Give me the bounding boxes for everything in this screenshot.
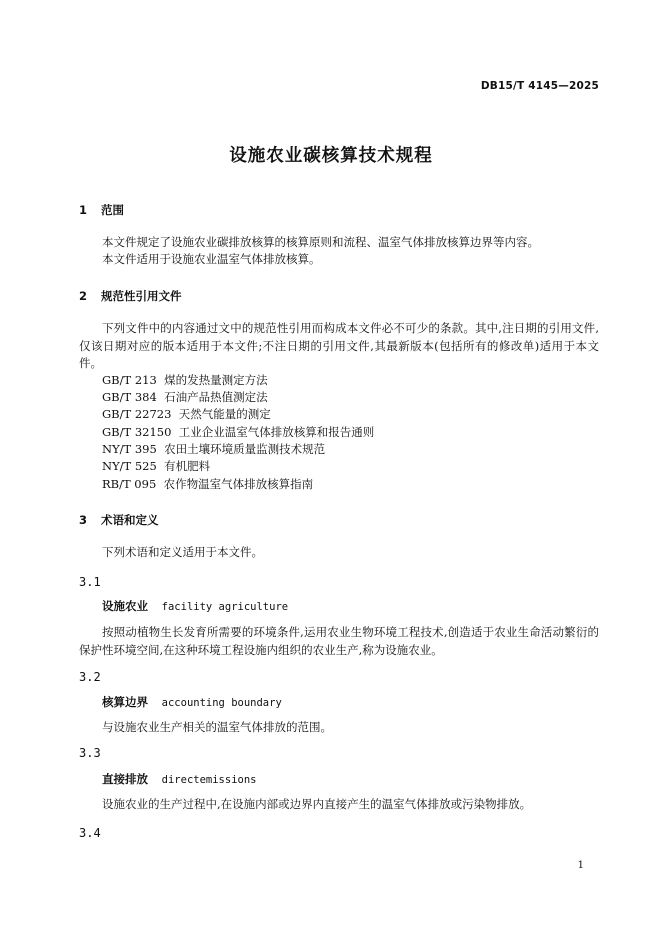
section-number: 1	[79, 203, 88, 217]
term-chinese: 核算边界	[102, 695, 148, 709]
section-2-paragraph-1: 下列文件中的内容通过文中的规范性引用而构成本文件必不可少的条款。其中,注日期的引用文件,仅该日期对应的版本适用于本文件;不注日期的引用文件,其最新版本(包括所有的修改单)适用于本文件。	[79, 321, 599, 370]
section-number: 3	[79, 513, 88, 527]
section-number: 2	[79, 289, 88, 303]
normative-reference: RB/T 095 农作物温室气体排放核算指南	[102, 477, 314, 491]
clause-number: 3.4	[79, 826, 101, 840]
section-title: 术语和定义	[101, 513, 159, 527]
document-title: 设施农业碳核算技术规程	[229, 146, 433, 166]
term-english: facility agriculture	[161, 601, 289, 613]
section-1-paragraph-2: 本文件适用于设施农业温室气体排放核算。	[102, 252, 321, 266]
term-definition: 与设施农业生产相关的温室气体排放的范围。	[102, 720, 332, 734]
section-1-heading	[79, 202, 124, 218]
term-entry	[102, 694, 282, 710]
section-title: 规范性引用文件	[101, 289, 182, 303]
term-entry	[102, 771, 256, 787]
normative-reference: GB/T 213 煤的发热量测定方法	[102, 373, 268, 387]
section-1-paragraph-1: 本文件规定了设施农业碳排放核算的核算原则和流程、温室气体排放核算边界等内容。	[102, 235, 539, 249]
normative-reference: GB/T 22723 天然气能量的测定	[102, 407, 271, 421]
clause-number: 3.1	[79, 575, 101, 589]
standard-code: DB15/T 4145—2025	[480, 80, 599, 92]
section-3-heading	[79, 512, 159, 528]
clause-number: 3.3	[79, 746, 101, 760]
clause-number: 3.2	[79, 670, 101, 684]
term-english: directemissions	[161, 774, 257, 786]
term-english: accounting boundary	[161, 697, 282, 709]
normative-reference: GB/T 384 石油产品热值测定法	[102, 390, 268, 404]
term-entry	[102, 598, 288, 614]
section-3-paragraph-1: 下列术语和定义适用于本文件。	[102, 545, 263, 559]
term-definition: 设施农业的生产过程中,在设施内部或边界内直接产生的温室气体排放或污染物排放。	[102, 797, 532, 811]
page-number: 1	[577, 860, 584, 871]
term-chinese: 直接排放	[102, 772, 148, 786]
term-chinese: 设施农业	[102, 599, 148, 613]
term-definition: 按照动植物生长发育所需要的环境条件,运用农业生物环境工程技术,创造适于农业生命活动繁衍的保护性环境空间,在这种环境工程设施内组织的农业生产,称为设施农业。	[79, 625, 599, 657]
normative-reference: GB/T 32150 工业企业温室气体排放核算和报告通则	[102, 425, 375, 439]
section-title: 范围	[101, 203, 125, 217]
normative-reference: NY/T 395 农田土壤环境质量监测技术规范	[102, 442, 326, 456]
normative-reference: NY/T 525 有机肥料	[102, 459, 211, 473]
section-2-heading	[79, 288, 182, 304]
